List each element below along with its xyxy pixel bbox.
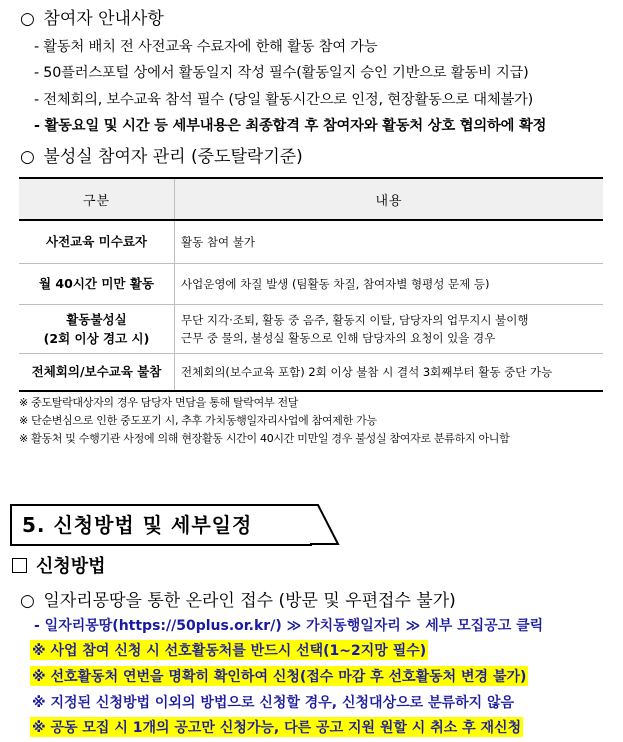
row-content: 사업운영에 차질 발생 (팀활동 차질, 참여자별 형평성 문제 등): [175, 263, 604, 304]
note-line: ※ 단순변심으로 인한 중도포기 시, 추후 가치동행일자리사업에 참여제한 가능: [19, 414, 377, 427]
online-apply-text: 일자리몽땅을 통한 온라인 접수 (방문 및 우편접수 불가): [43, 591, 456, 611]
sub-heading: [12, 552, 106, 578]
table-row: [19, 353, 603, 391]
row-category-line: 활동불성실: [66, 311, 127, 327]
table-row: [19, 304, 603, 353]
row-category: [19, 304, 175, 353]
highlight-note: ※ 사업 참여 신청 시 선호활동처를 반드시 선택(1~2지망 필수): [30, 640, 428, 660]
row-content: 전체회의(보수교육 포함) 2회 이상 불참 시 결석 3회째부터 활동 중단 가능: [175, 353, 604, 391]
row-category: 전체회의/보수교육 불참: [19, 353, 175, 391]
column-header-category: 구분: [19, 178, 175, 220]
highlight-note: ※ 공동 모집 시 1개의 공고만 신청가능, 다른 공고 지원 원할 시 취소 후 재신청: [30, 717, 523, 737]
square-bullet-icon: [12, 558, 27, 573]
online-apply-line: [20, 586, 456, 611]
guide-bullet: - 전체회의, 보수교육 참석 필수 (당일 활동시간으로 인정, 현장활동으로 대체불가): [34, 92, 534, 108]
table-row: [19, 263, 603, 304]
column-header-content: 내용: [175, 178, 604, 220]
guide-heading: [20, 4, 164, 29]
guide-bullet: - 활동요일 및 시간 등 세부내용은 최종합격 후 참여자와 활동처 상호 협의하에 확정: [34, 118, 547, 134]
table-header-row: [19, 178, 603, 220]
highlight-note: ※ 선호활동처 연번을 명확히 확인하여 신청(접수 마감 후 선호활동처 변경 불가): [30, 666, 528, 686]
portal-link[interactable]: https://50plus.or.kr/: [118, 618, 276, 634]
sub-heading-text: 신청방법: [36, 556, 106, 577]
section-title: 5. 신청방법 및 세부일정: [22, 513, 253, 537]
apply-path-suffix: ) ≫ 가치동행일자리 ≫ 세부 모집공고 클릭: [275, 618, 544, 634]
apply-path: [34, 615, 543, 635]
management-heading-text: 불성실 참여자 관리 (중도탈락기준): [43, 147, 303, 167]
row-content: 활동 참여 불가: [175, 220, 604, 263]
management-heading: [20, 142, 303, 167]
row-content: [175, 304, 604, 353]
plain-note: ※ 지정된 신청방법 이외의 방법으로 신청할 경우, 신청대상으로 분류하지 않음: [32, 695, 515, 711]
row-content-line: 근무 중 물의, 불성실 활동으로 인해 담당자의 요청이 있을 경우: [181, 330, 496, 345]
circle-bullet-icon: ○: [20, 591, 35, 611]
row-content-line: 무단 지각·조퇴, 활동 중 음주, 활동지 이탈, 담당자의 업무지시 불이행: [181, 312, 529, 327]
circle-bullet-icon: ○: [20, 147, 35, 167]
table-row: [19, 220, 603, 263]
guide-bullet: - 50플러스포털 상에서 활동일지 작성 필수(활동일지 승인 기반으로 활동비 지급): [34, 65, 529, 81]
row-category: 사전교육 미수료자: [19, 220, 175, 263]
note-line: ※ 중도탈락대상자의 경우 담당자 면담을 통해 탈락여부 전달: [19, 396, 299, 409]
row-category-line: (2회 이상 경고 시): [43, 330, 150, 346]
dropout-criteria-table: [19, 177, 603, 392]
apply-path-prefix: - 일자리몽땅(: [34, 618, 119, 634]
row-category: 월 40시간 미만 활동: [19, 263, 175, 304]
circle-bullet-icon: ○: [20, 9, 35, 29]
guide-heading-text: 참여자 안내사항: [43, 9, 164, 29]
note-line: ※ 활동처 및 수행기관 사정에 의해 현장활동 시간이 40시간 미만일 경우 불성실 참여자로 분류하지 아니함: [19, 432, 510, 445]
guide-bullet: - 활동처 배치 전 사전교육 수료자에 한해 활동 참여 가능: [34, 39, 378, 55]
section-title-arrow-icon: [310, 504, 340, 546]
